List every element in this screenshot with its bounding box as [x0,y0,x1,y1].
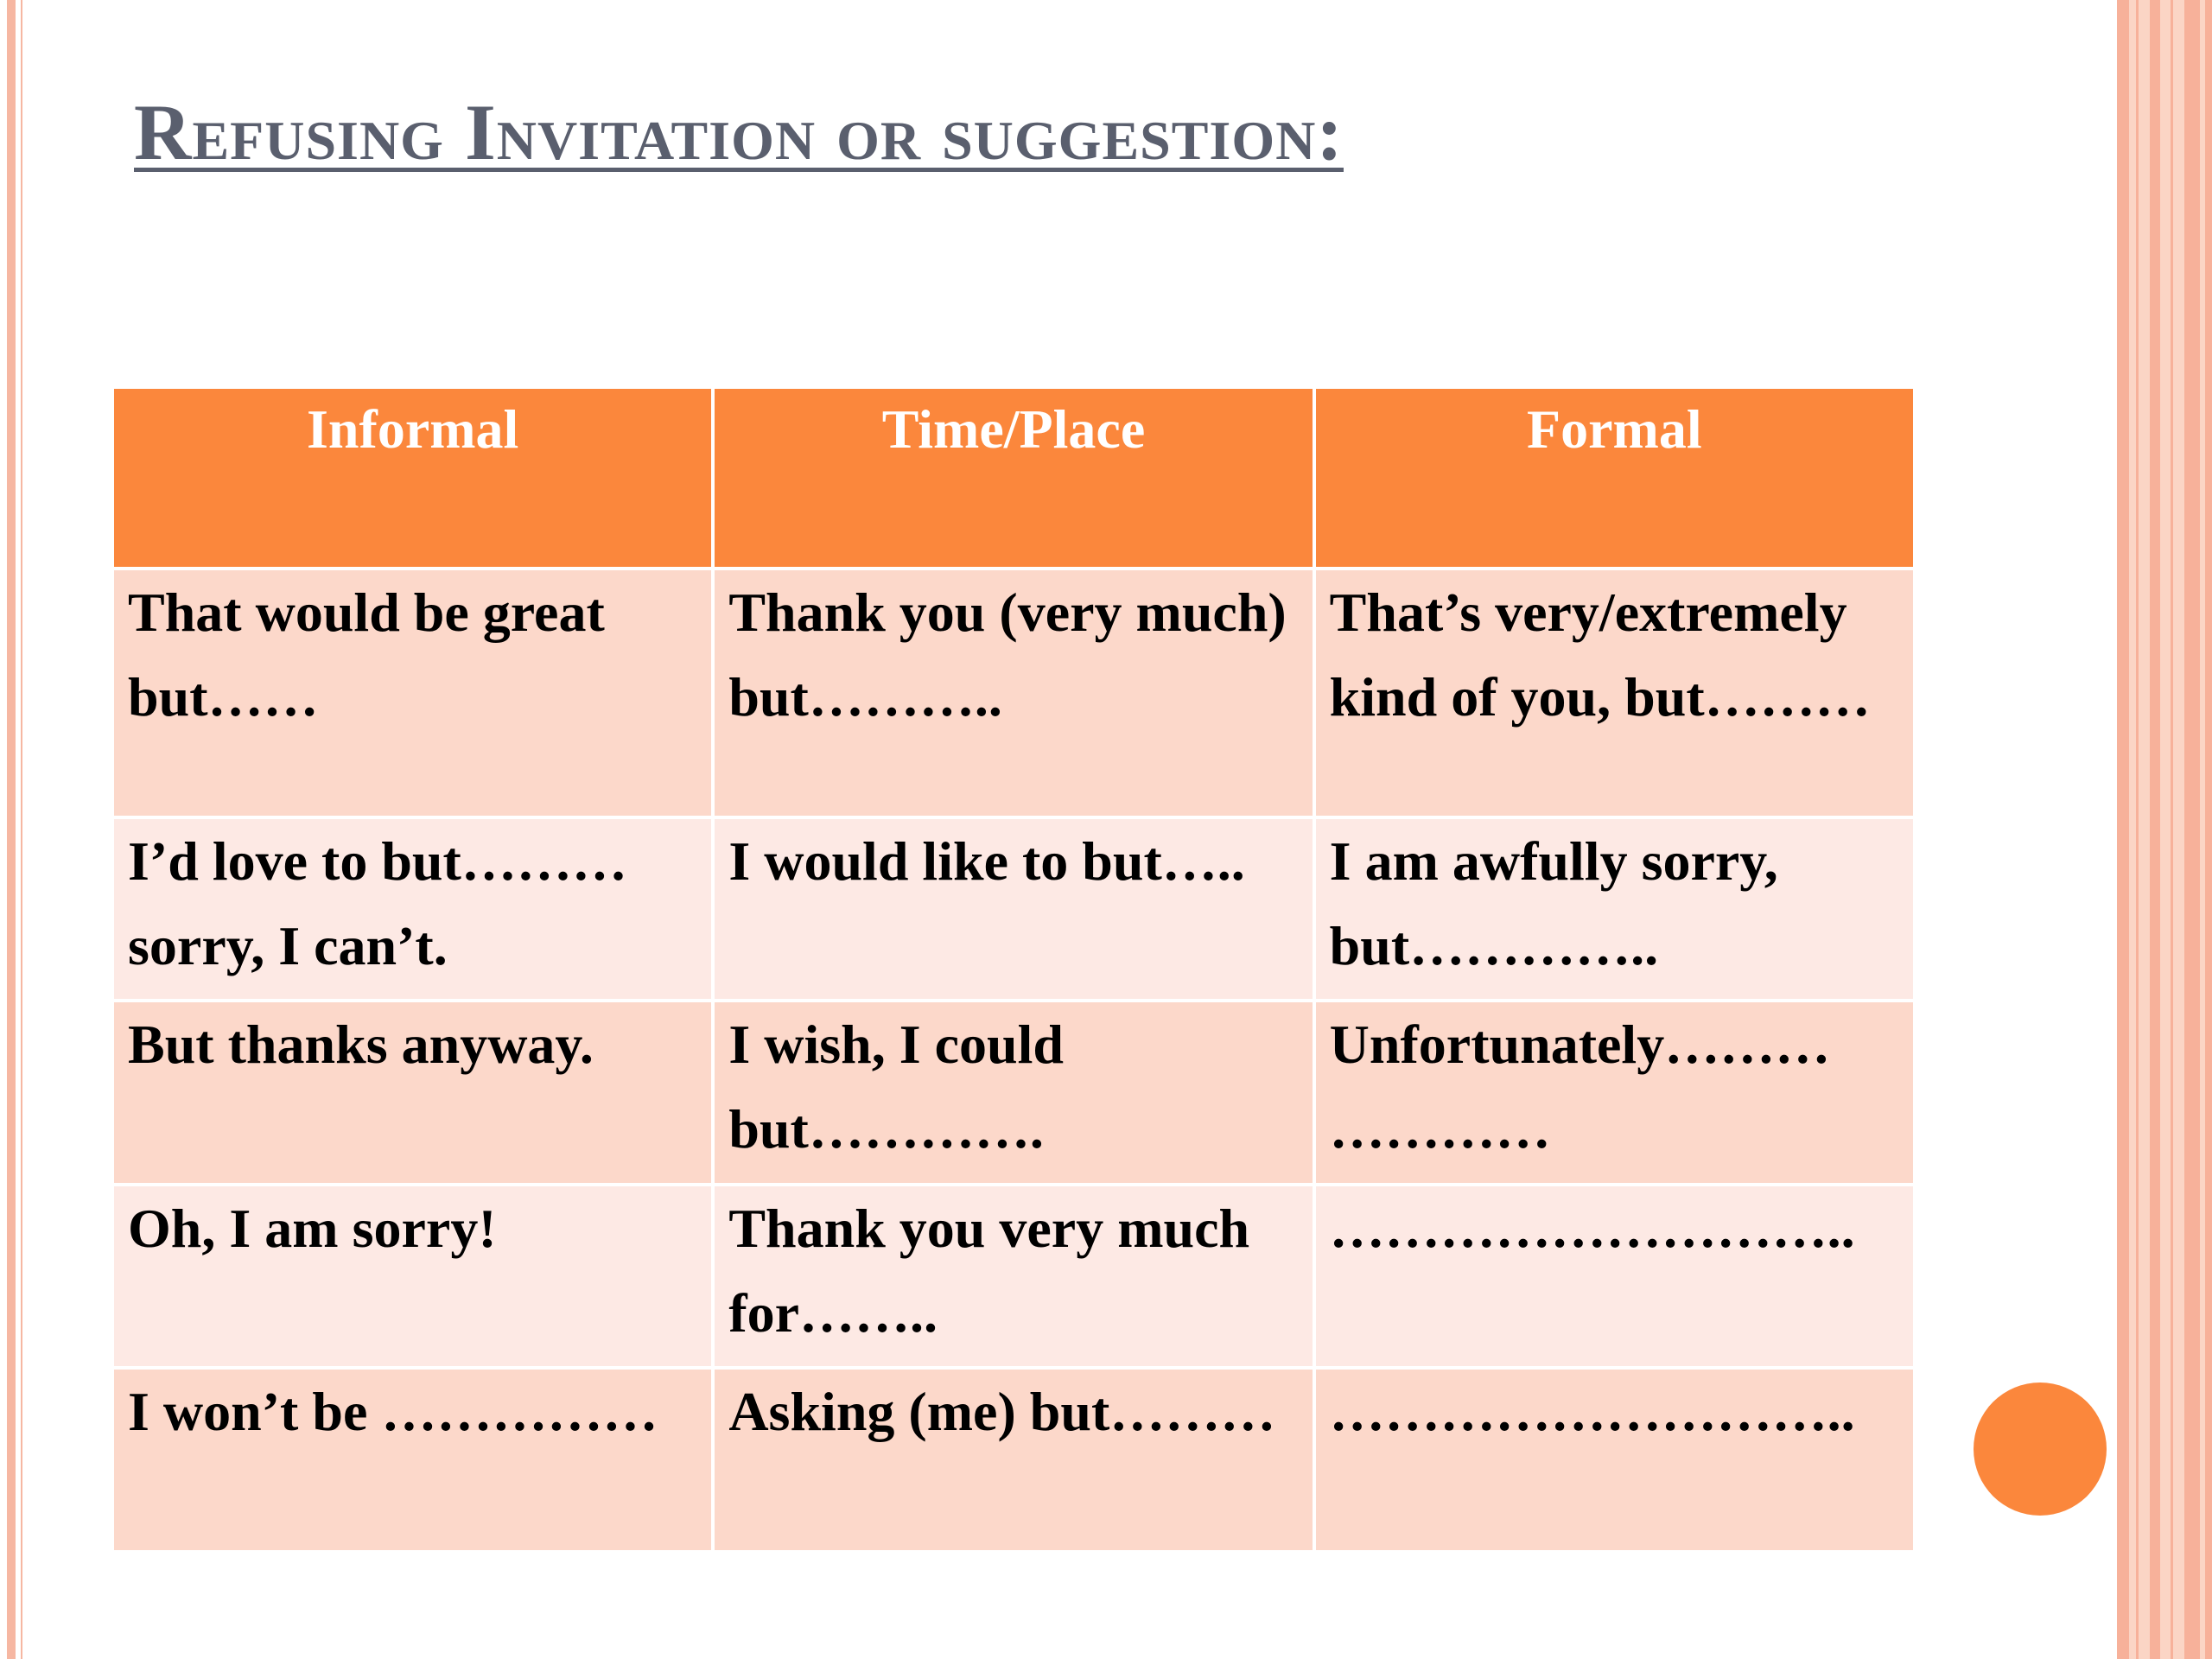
left-decorative-line [21,0,22,1659]
right-decorative-stripe [2136,0,2139,1659]
phrase-table-container [111,385,1916,1554]
table-row [114,1370,1913,1550]
slide-title: Refusing Invitation or suggestion: [134,88,1344,176]
right-decorative-stripe [2117,0,2129,1659]
left-decorative-stripe [7,0,16,1659]
table-cell: Asking (me) but……… [715,1370,1312,1550]
right-decorative-stripe [2184,0,2200,1659]
header-formal: Formal [1316,389,1913,567]
table-row [114,819,1913,1000]
table-cell: I’d love to but……… sorry, I can’t. [114,819,711,1000]
table-cell: ……………………….. [1316,1370,1913,1550]
right-decorative-stripe [2171,0,2173,1659]
table-cell: That would be great but…… [114,570,711,816]
phrase-table [111,385,1916,1554]
table-header-row [114,389,1913,567]
table-cell: ……………………….. [1316,1186,1913,1367]
table-cell: That’s very/extremely kind of you, but……… [1316,570,1913,816]
header-time-place: Time/Place [715,389,1312,567]
table-cell: I am awfully sorry, but………….. [1316,819,1913,1000]
orange-circle-decoration [1974,1382,2107,1516]
right-decorative-stripe [2205,0,2212,1659]
table-cell: I won’t be …………… [114,1370,711,1550]
table-cell: Thank you very much for…….. [715,1186,1312,1367]
header-informal: Informal [114,389,711,567]
table-row [114,1186,1913,1367]
table-cell: I would like to but….. [715,819,1312,1000]
table-cell: Oh, I am sorry! [114,1186,711,1367]
table-row [114,570,1913,816]
right-decorative-stripe [2150,0,2160,1659]
table-cell: I wish, I could but…………. [715,1002,1312,1183]
table-row [114,1002,1913,1183]
table-cell: But thanks anyway. [114,1002,711,1183]
table-cell: Thank you (very much) but……….. [715,570,1312,816]
table-cell: Unfortunately……… ………… [1316,1002,1913,1183]
